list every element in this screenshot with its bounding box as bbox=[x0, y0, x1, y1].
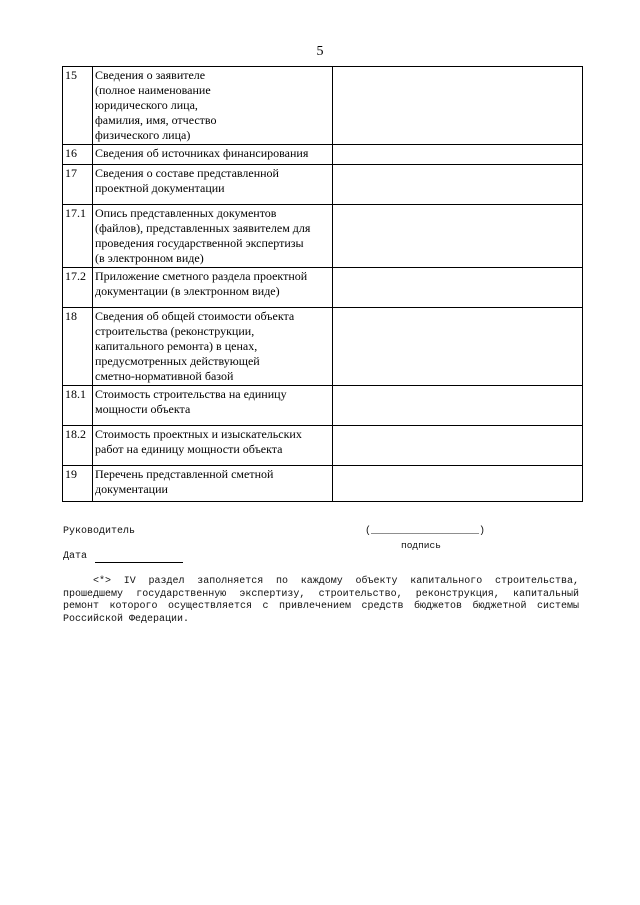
head-label: Руководитель bbox=[63, 526, 136, 537]
row-number: 17.2 bbox=[63, 268, 93, 308]
row-number: 16 bbox=[63, 145, 93, 165]
row-number: 15 bbox=[63, 67, 93, 145]
row-label: Приложение сметного раздела проектной документации (в электронном виде) bbox=[93, 268, 333, 308]
form-table bbox=[62, 66, 583, 502]
table-row bbox=[63, 386, 583, 426]
signature-line: (__________________) bbox=[365, 526, 486, 537]
table-row bbox=[63, 145, 583, 165]
row-value-cell bbox=[333, 466, 583, 502]
page-number: 5 bbox=[316, 44, 324, 59]
row-number: 18.1 bbox=[63, 386, 93, 426]
row-number: 17 bbox=[63, 165, 93, 205]
signature-caption: подпись bbox=[401, 540, 441, 551]
table-row bbox=[63, 67, 583, 145]
table-row bbox=[63, 426, 583, 466]
row-label: Перечень представленной сметной документации bbox=[93, 466, 333, 502]
table-row bbox=[63, 466, 583, 502]
row-value-cell bbox=[333, 145, 583, 165]
row-label: Стоимость проектных и изыскательских работ на единицу мощности объекта bbox=[93, 426, 333, 466]
row-number: 19 bbox=[63, 466, 93, 502]
row-label: Опись представленных документов (файлов), представленных заявителем для проведения государственной экспертизы (в электронном виде) bbox=[93, 205, 333, 268]
footnote: <*> IV раздел заполняется по каждому объекту капитального строительства, прошедшему государственную экспертизу, строительство, реконструкция, капитальный ремонт которого осуществляется с привлечением средств бюджетов бюджетной системы Российской Федерации. bbox=[63, 576, 579, 625]
row-value-cell bbox=[333, 386, 583, 426]
row-value-cell bbox=[333, 268, 583, 308]
row-label: Сведения об общей стоимости объекта строительства (реконструкции, капитального ремонта) в ценах, предусмотренных действующей сметно-нормативной базой bbox=[93, 308, 333, 386]
row-label: Сведения об источниках финансирования bbox=[93, 145, 333, 165]
table-row bbox=[63, 268, 583, 308]
row-value-cell bbox=[333, 165, 583, 205]
table-row bbox=[63, 205, 583, 268]
row-number: 17.1 bbox=[63, 205, 93, 268]
row-value-cell bbox=[333, 308, 583, 386]
row-value-cell bbox=[333, 205, 583, 268]
row-label: Сведения о составе представленной проектной документации bbox=[93, 165, 333, 205]
row-label: Стоимость строительства на единицу мощности объекта bbox=[93, 386, 333, 426]
row-label: Сведения о заявителе (полное наименование юридического лица, фамилия, имя, отчество физического лица) bbox=[93, 67, 333, 145]
table-row bbox=[63, 165, 583, 205]
row-number: 18.2 bbox=[63, 426, 93, 466]
row-number: 18 bbox=[63, 308, 93, 386]
date-line bbox=[95, 562, 183, 563]
row-value-cell bbox=[333, 426, 583, 466]
row-value-cell bbox=[333, 67, 583, 145]
table-row bbox=[63, 308, 583, 386]
date-label: Дата bbox=[63, 551, 88, 562]
